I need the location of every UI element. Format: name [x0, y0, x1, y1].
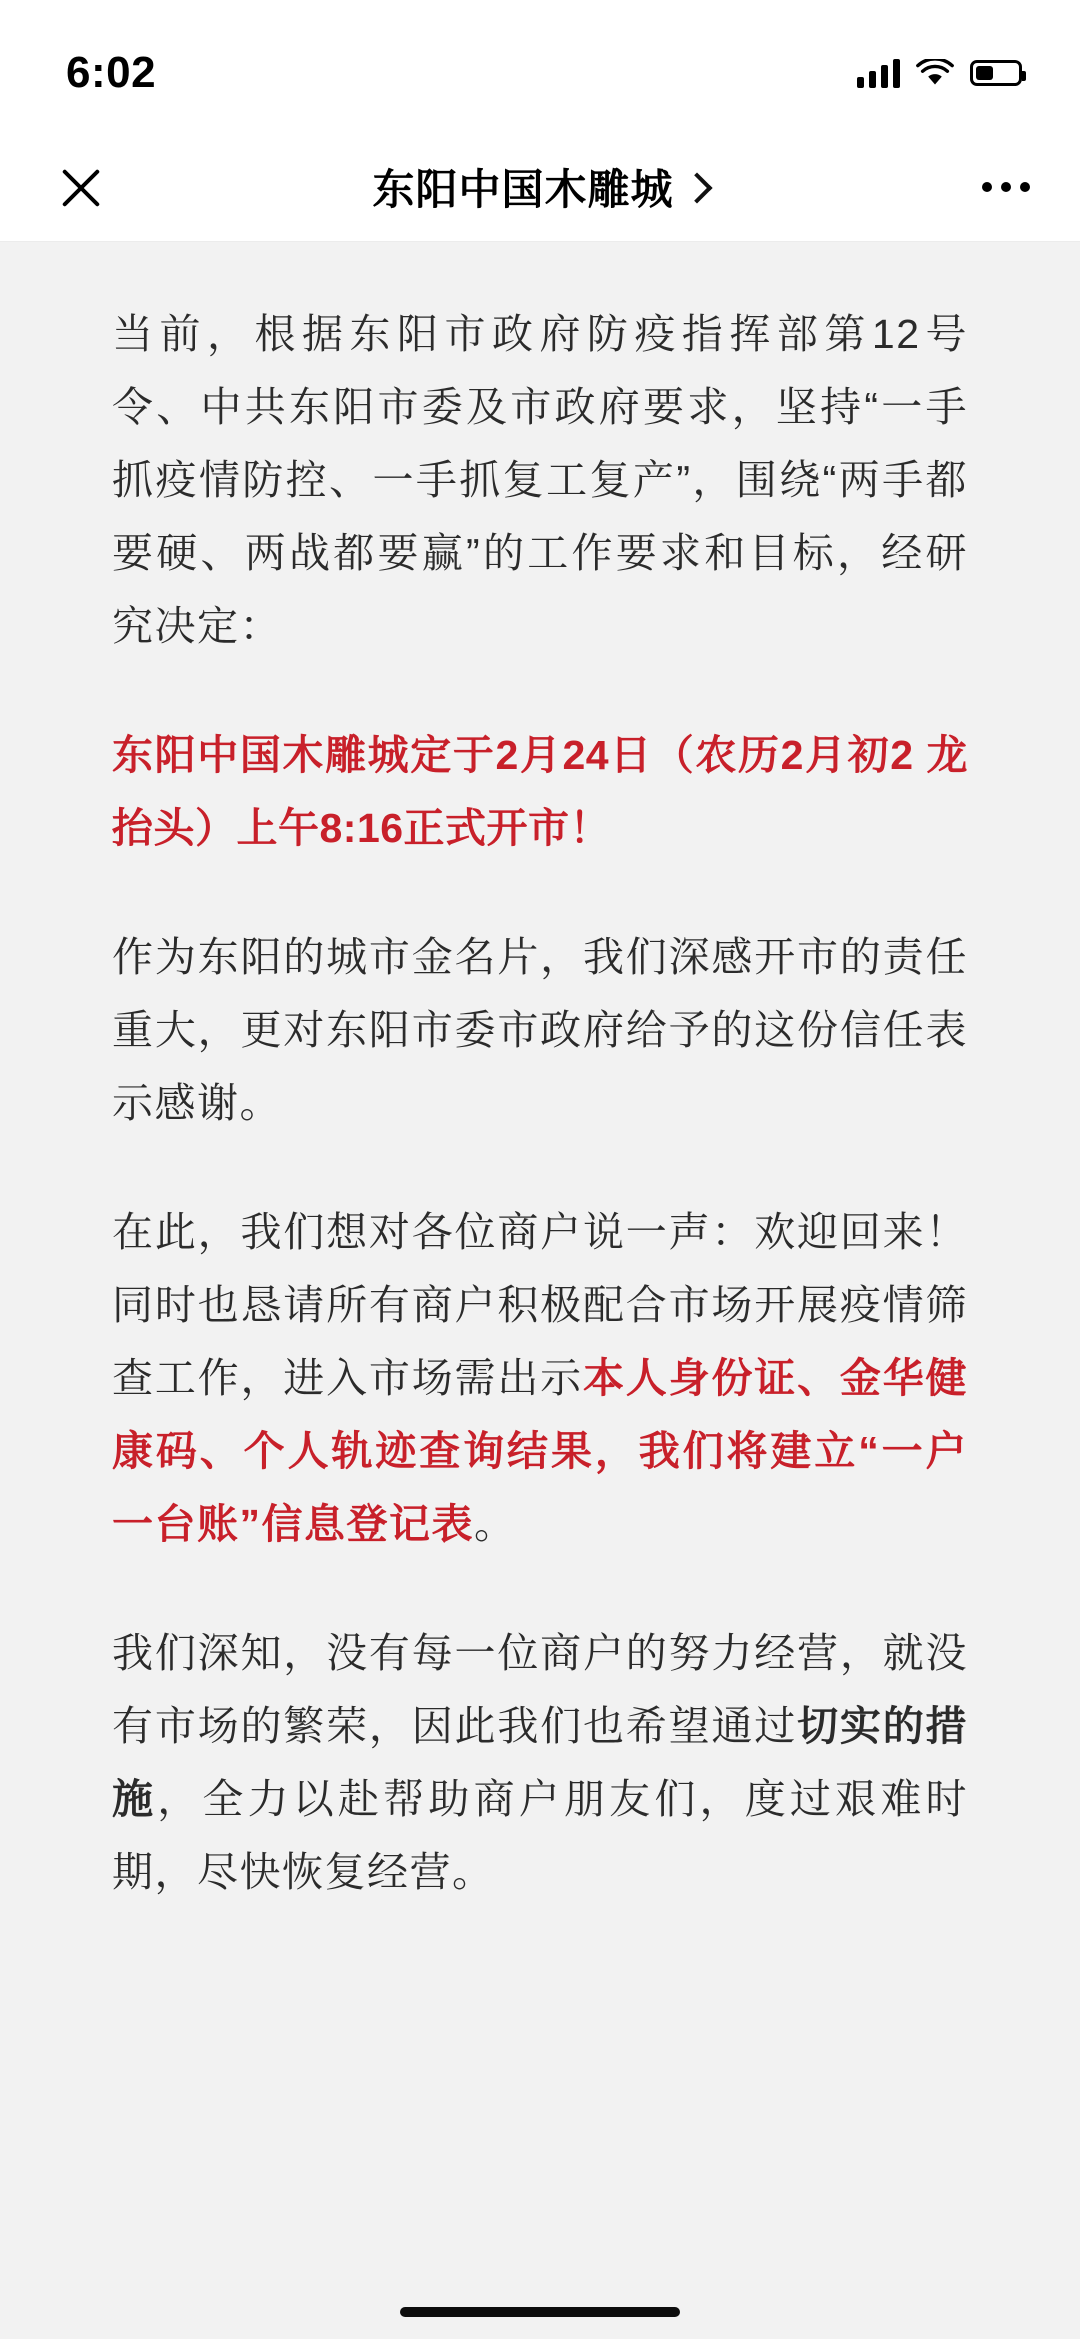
paragraph-intro: 当前，根据东阳市政府防疫指挥部第12号令、中共东阳市委及市政府要求，坚持“一手抓疫情防控、一手抓复工复产”，围绕“两手都要硬、两战都要赢”的工作要求和目标，经研究决定： — [112, 311, 968, 649]
navigation-bar — [0, 132, 1080, 242]
more-options-icon[interactable] — [982, 182, 1030, 192]
chevron-right-icon — [681, 172, 712, 203]
home-indicator[interactable] — [400, 2307, 680, 2317]
paragraph-merchant-notice — [112, 1196, 968, 1561]
status-bar — [0, 0, 1080, 132]
cellular-signal-icon — [857, 58, 900, 88]
segment-normal-a: 在此，我们想对各位商户说一声：欢迎回来！同时也恳请所有商户积极配合市场开展疫情筛查工作，进入市场需出示 — [112, 1209, 968, 1401]
segment-bold-measures: 切实的措施 — [112, 1703, 969, 1822]
article-content — [0, 242, 1080, 2339]
status-time: 6:02 — [66, 48, 157, 97]
page-title-group — [0, 157, 1080, 217]
paragraph-gratitude: 作为东阳的城市金名片，我们深感开市的责任重大，更对东阳市委市政府给予的这份信任表示感谢。 — [112, 934, 968, 1126]
paragraph-opening-announcement: 东阳中国木雕城定于2月24日（农历2月初2 龙抬头）上午8:16正式开市！ — [112, 732, 968, 851]
paragraph-support — [112, 1617, 968, 1909]
segment-normal-d: ，全力以赴帮助商户朋友们，度过艰难时期，尽快恢复经营。 — [112, 1776, 969, 1895]
battery-icon — [970, 60, 1022, 86]
segment-red-requirements: 本人身份证、金华健康码、个人轨迹查询结果，我们将建立“一户一台账”信息登记表 — [112, 1355, 969, 1547]
close-icon[interactable] — [50, 156, 112, 218]
segment-normal-c: 我们深知，没有每一位商户的努力经营，就没有市场的繁荣，因此我们也希望通过 — [112, 1630, 968, 1749]
segment-normal-b: 。 — [474, 1501, 517, 1547]
status-indicators — [857, 44, 1022, 88]
page-title: 东阳中国木雕城 — [372, 165, 674, 213]
wifi-icon — [916, 59, 954, 87]
